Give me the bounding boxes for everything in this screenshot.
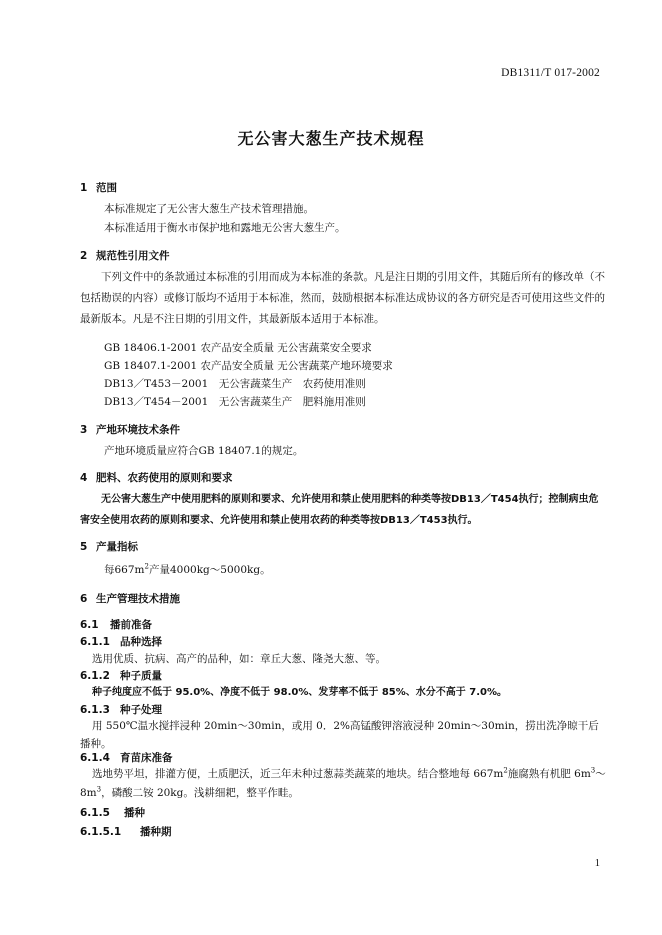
reference-3: DB13／T453－2001 无公害蔬菜生产 农药使用准则 xyxy=(104,378,366,390)
document-title: 无公害大葱生产技术规程 xyxy=(237,129,425,148)
section-3-heading: 3 产地环境技术条件 xyxy=(80,424,180,436)
section-6-1-4-heading: 6.1.4 育苗床准备 xyxy=(80,752,173,764)
section-6-1-2-text: 种子纯度应不低于 95.0%、净度不低于 98.0%、发芽率不低于 85%、水分不高于 7.0%。 xyxy=(92,687,507,698)
reference-1: GB 18406.1-2001 农产品安全质量 无公害蔬菜安全要求 xyxy=(104,342,372,354)
section-6-1-heading: 6.1 播前准备 xyxy=(80,619,152,631)
section-6-heading: 6 生产管理技术措施 xyxy=(80,593,180,605)
section-1-line-2: 本标准适用于衡水市保护地和露地无公害大葱生产。 xyxy=(104,222,346,234)
section-6-1-3-text: 用 550℃温水搅拌浸种 20min～30min，或用 0．2%高锰酸钾溶液浸种 20min～30min，捞出洗净晾干后播种。 xyxy=(80,720,599,750)
section-6-1-3-heading: 6.1.3 种子处理 xyxy=(80,704,162,716)
section-6-1-2-heading: 6.1.2 种子质量 xyxy=(80,670,162,682)
section-6-1-1-heading: 6.1.1 品种选择 xyxy=(80,636,162,648)
page-number: 1 xyxy=(594,858,600,869)
section-1-line-1: 本标准规定了无公害大葱生产技术管理措施。 xyxy=(104,203,314,215)
yield-target: 每$667m^2$产量4000kg～5000kg。 xyxy=(104,562,271,576)
standard-code: DB1311/T 017-2002 xyxy=(501,67,600,79)
section-6-1-5-heading: 6.1.5 播种 xyxy=(80,807,145,819)
section-3-line-1: 产地环境质量应符合GB 18407.1的规定。 xyxy=(104,445,304,457)
section-4-paragraph: 无公害大葱生产中使用肥料的原则和要求、允许使用和禁止使用肥料的种类等按DB13／T454执行；控制病虫危害安全使用农药的原则和要求、允许使用和禁止使用农药的种类等按DB13／T453执行。 xyxy=(80,494,599,526)
section-2-heading: 2 规范性引用文件 xyxy=(80,250,170,262)
section-6-1-1-text: 选用优质、抗病、高产的品种，如：章丘大葱、隆尧大葱、等。 xyxy=(92,653,386,665)
section-6-1-5-1-heading: 6.1.5.1 播种期 xyxy=(80,826,172,838)
reference-4: DB13／T454－2001 无公害蔬菜生产 肥料施用准则 xyxy=(104,396,366,408)
section-5-heading: 5 产量指标 xyxy=(80,541,138,553)
section-4-heading: 4 肥料、农药使用的原则和要求 xyxy=(80,472,233,484)
section-6-1-4-text: 选地势平坦，排灌方便，土质肥沃，近三年未种过葱蒜类蔬菜的地块。结合整地每 $667m^2$施腐熟有机肥 $6m^3\sim 8m^3$，磷酸二铵 20kg。浅耕细耙，整平作畦。 xyxy=(80,766,606,799)
section-1-heading: 1 范围 xyxy=(80,182,117,194)
section-2-paragraph: 下列文件中的条款通过本标准的引用而成为本标准的条款。凡是注日期的引用文件，其随后所有的修改单（不包括勘误的内容）或修订版均不适用于本标准，然而，鼓励根据本标准达成协议的各方研究是否可使用这些文件的最新版本。凡是不注日期的引用文件，其最新版本适用于本标准。 xyxy=(80,271,605,325)
reference-2: GB 18407.1-2001 农产品安全质量 无公害蔬菜产地环境要求 xyxy=(104,360,393,372)
